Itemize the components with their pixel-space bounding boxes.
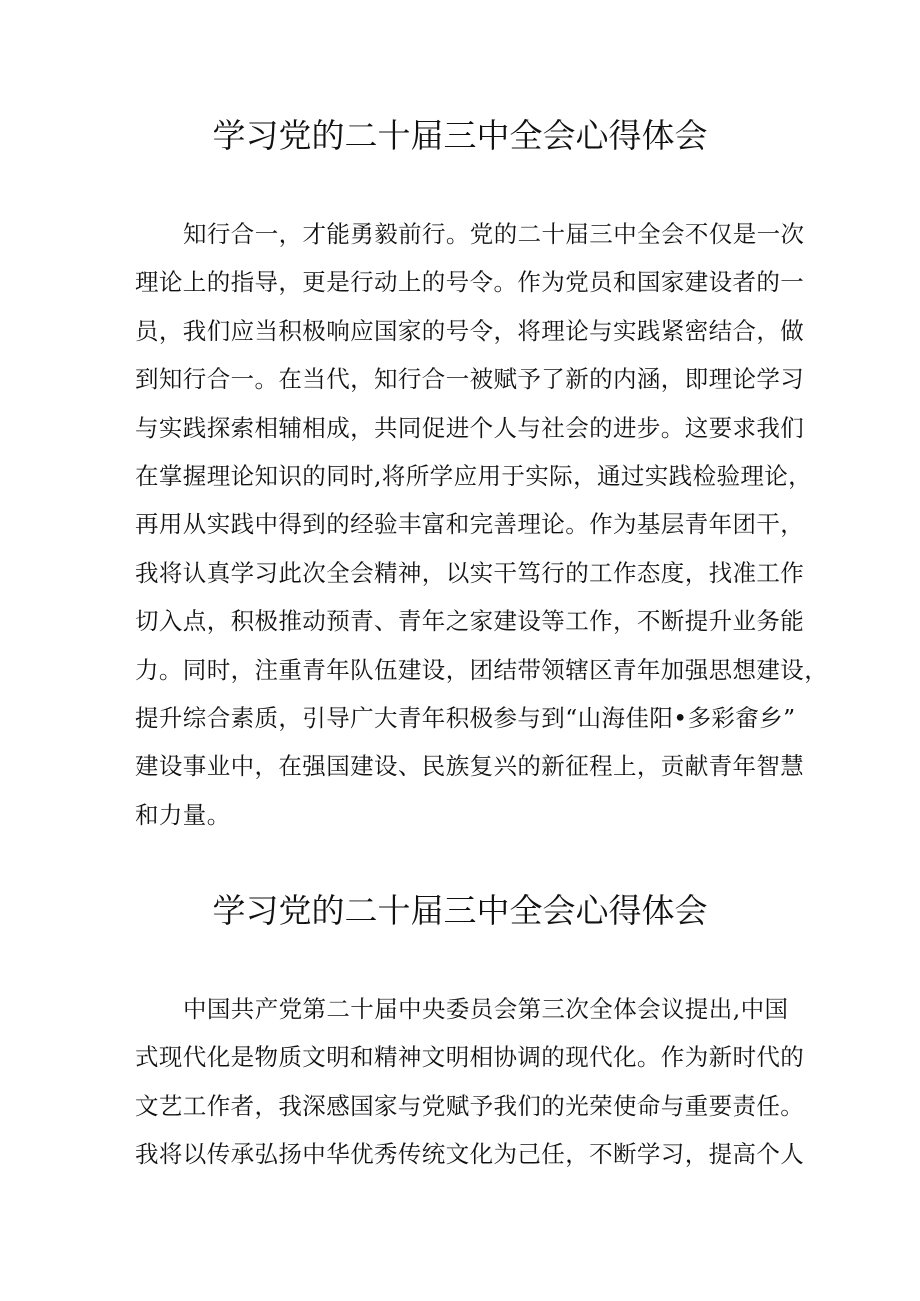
section-2-paragraph <box>135 985 805 1179</box>
paragraph-line: 知行合一，才能勇毅前行。党的二十届三中全会不仅是一次 <box>183 220 805 248</box>
paragraph-line: 中国共产党第二十届中央委员会第三次全体会议提出,中国 <box>183 995 789 1023</box>
paragraph-line: 员，我们应当积极响应国家的号令，将理论与实践紧密结合，做 <box>135 316 805 345</box>
paragraph-line: 文艺工作者，我深感国家与党赋予我们的光荣使命与重要责任。 <box>135 1091 805 1120</box>
section-2-title: 学习党的二十届三中全会心得体会 <box>212 891 708 930</box>
paragraph-line: 我将认真学习此次全会精神，以实干笃行的工作态度，找准工作 <box>135 558 805 587</box>
section-1-paragraph <box>135 210 829 839</box>
paragraph-line: 我将以传承弘扬中华优秀传统文化为己任，不断学习，提高个人 <box>135 1140 805 1169</box>
paragraph-line: 在掌握理论知识的同时,将所学应用于实际，通过实践检验理论， <box>135 461 813 490</box>
paragraph-line: 再用从实践中得到的经验丰富和完善理论。作为基层青年团干， <box>135 510 805 539</box>
paragraph-line: 力。同时，注重青年队伍建设，团结带领辖区青年加强思想建设， <box>135 655 829 684</box>
paragraph-line: 切入点，积极推动预青、青年之家建设等工作，不断提升业务能 <box>135 607 805 636</box>
paragraph-line: 式现代化是物质文明和精神文明相协调的现代化。作为新时代的 <box>135 1043 805 1072</box>
section-1-title: 学习党的二十届三中全会心得体会 <box>212 116 708 155</box>
paragraph-line: 与实践探索相辅相成，共同促进个人与社会的进步。这要求我们 <box>135 413 805 442</box>
paragraph-line: 到知行合一。在当代，知行合一被赋予了新的内涵，即理论学习 <box>135 365 805 394</box>
paragraph-line: 提升综合素质，引导广大青年积极参与到“山海佳阳•多彩畲乡” <box>135 703 796 732</box>
paragraph-line: 建设事业中，在强国建设、民族复兴的新征程上，贡献青年智慧 <box>135 752 805 781</box>
paragraph-line: 理论上的指导，更是行动上的号令。作为党员和国家建设者的一 <box>135 268 805 297</box>
paragraph-line: 和力量。 <box>135 800 231 829</box>
